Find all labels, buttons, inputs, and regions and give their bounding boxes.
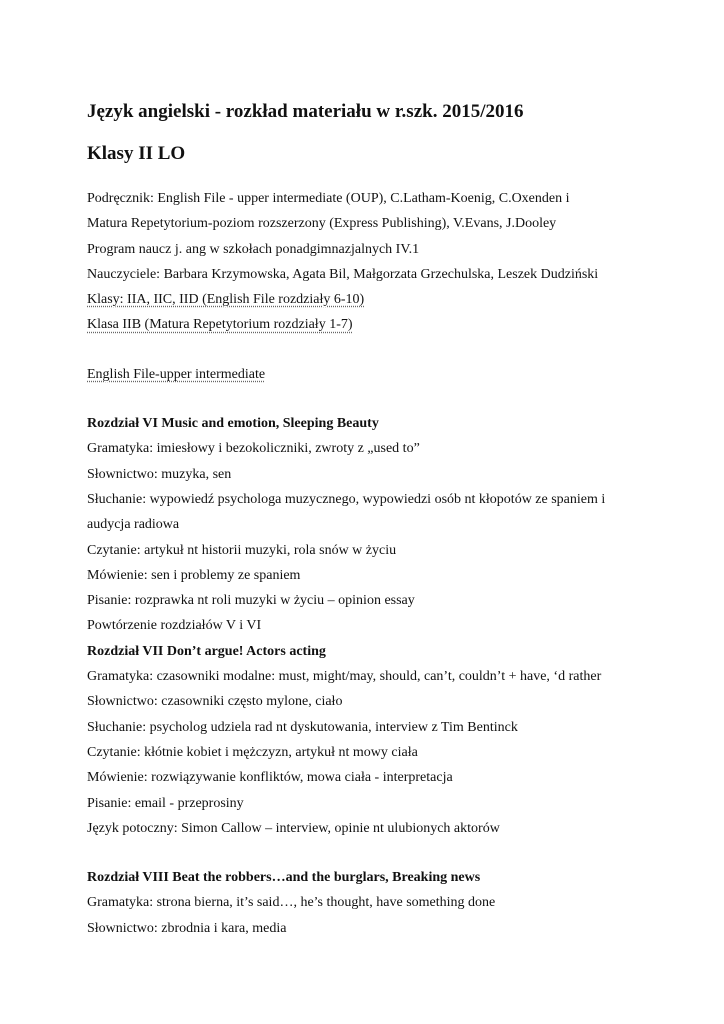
chapter-line: Gramatyka: imiesłowy i bezokoliczniki, zwroty z „used to” <box>87 441 420 457</box>
chapter-title: Rozdział VI Music and emotion, Sleeping Beauty <box>87 416 379 432</box>
class-iib-text: Klasa IIB (Matura Repetytorium rozdziały 1-7) <box>87 317 353 333</box>
chapter-7 <box>87 639 647 841</box>
book-heading <box>87 362 647 387</box>
intro-classes-line <box>87 287 647 312</box>
chapter-line: Słownictwo: czasowniki często mylone, ciało <box>87 694 343 710</box>
intro-block <box>87 186 647 338</box>
chapter-title: Rozdział VIII Beat the robbers…and the burglars, Breaking news <box>87 870 481 886</box>
intro-program-line: Program naucz j. ang w szkołach ponadgimnazjalnych IV.1 <box>87 241 420 257</box>
chapter-line: Gramatyka: czasowniki modalne: must, might/may, should, can’t, couldn’t + have, ‘d rather <box>87 669 602 685</box>
chapter-line: Czytanie: artykuł nt historii muzyki, rola snów w życiu <box>87 542 397 558</box>
chapter-line: Czytanie: kłótnie kobiet i mężczyzn, artykuł nt mowy ciała <box>87 744 418 760</box>
chapter-line: Pisanie: rozprawka nt roli muzyki w życiu – opinion essay <box>87 593 415 609</box>
classes-text: Klasy: IIA, IIC, IID (English File rozdziały 6-10) <box>87 292 365 308</box>
document-title: Język angielski - rozkład materiału w r.szk. 2015/2016 <box>87 101 524 122</box>
chapter-line: Mówienie: rozwiązywanie konfliktów, mowa ciała - interpretacja <box>87 770 453 786</box>
intro-textbook-line: Podręcznik: English File - upper intermediate (OUP), C.Latham-Koenig, C.Oxenden i <box>87 191 570 206</box>
chapter-6 <box>87 411 647 639</box>
chapter-line: Słuchanie: wypowiedź psychologa muzycznego, wypowiedzi osób nt kłopotów ze spaniem i <box>87 491 606 507</box>
chapter-line: audycja radiowa <box>87 517 180 533</box>
intro-class-iib-line <box>87 312 647 337</box>
chapter-line: Słuchanie: psycholog udziela rad nt dyskutowania, interview z Tim Bentinck <box>87 719 518 735</box>
document-page <box>87 98 647 941</box>
chapter-title: Rozdział VII Don’t argue! Actors acting <box>87 643 326 659</box>
chapter-line: Pisanie: email - przeprosiny <box>87 795 244 811</box>
intro-teachers-line: Nauczyciele: Barbara Krzymowska, Agata Bil, Małgorzata Grzechulska, Leszek Dudziński <box>87 266 599 282</box>
intro-textbook-line-2: Matura Repetytorium-poziom rozszerzony (Express Publishing), V.Evans, J.Dooley <box>87 216 557 232</box>
chapter-8 <box>87 865 647 941</box>
chapter-line: Język potoczny: Simon Callow – interview, opinie nt ulubionych aktorów <box>87 820 500 836</box>
book-heading-text: English File-upper intermediate <box>87 366 266 382</box>
chapter-line: Mówienie: sen i problemy ze spaniem <box>87 567 301 583</box>
chapter-line: Powtórzenie rozdziałów V i VI <box>87 618 262 634</box>
chapter-line: Słownictwo: muzyka, sen <box>87 466 232 482</box>
document-subtitle: Klasy II LO <box>87 143 186 164</box>
chapter-line: Słownictwo: zbrodnia i kara, media <box>87 920 287 936</box>
chapter-line: Gramatyka: strona bierna, it’s said…, he’s thought, have something done <box>87 895 496 911</box>
